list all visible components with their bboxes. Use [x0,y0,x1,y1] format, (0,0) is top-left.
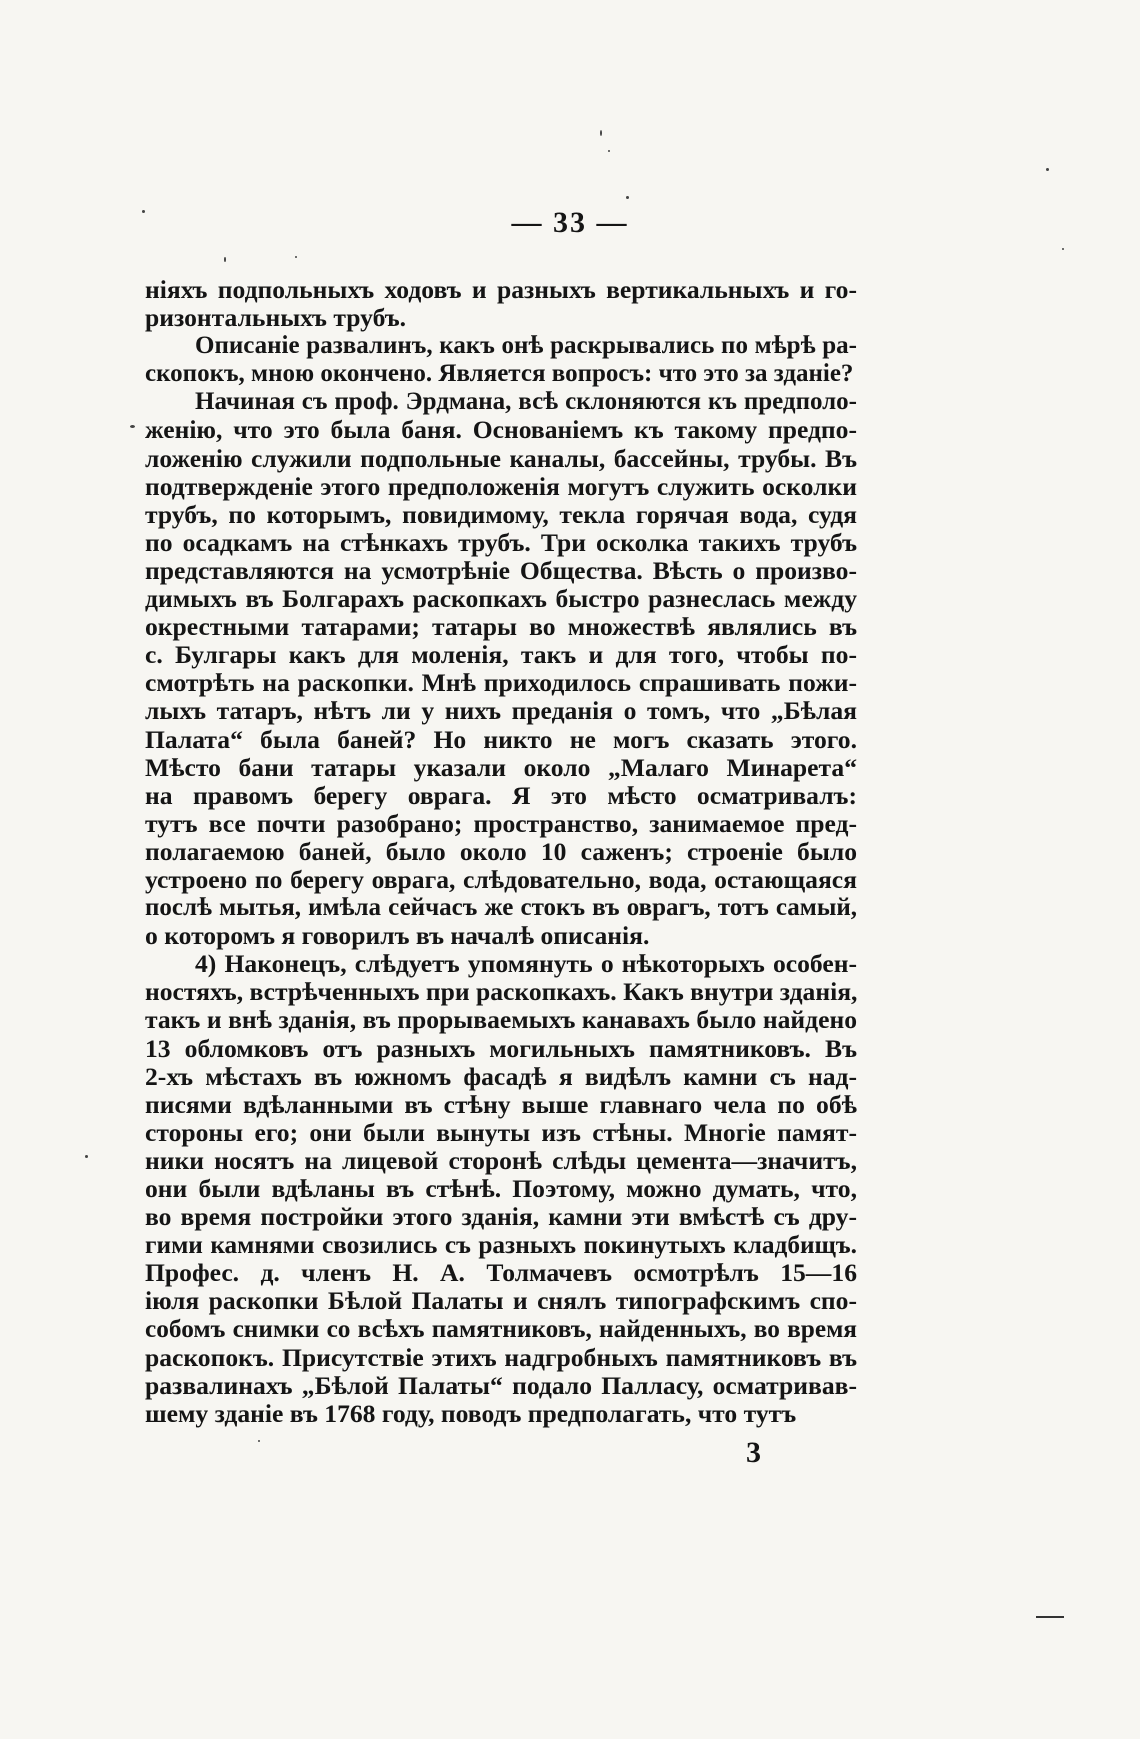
text-line: ложенію служили подпольные каналы, бассейны, трубы. Въ [145,443,857,473]
scan-speck [258,1440,260,1442]
text-line: с. Булгары какъ для моленія, такъ и для того, чтобы по- [145,640,857,670]
text-line: Палата“ была баней? Но никто не могъ сказать этого. [145,724,857,754]
scan-speck [1046,168,1049,171]
text-line: іюля раскопки Бѣлой Палаты и снялъ типографскимъ спо- [145,1286,857,1316]
text-line: трубъ, по которымъ, повидимому, текла горячая вода, судя [145,499,857,529]
text-line: скопокъ, мною окончено. Является вопросъ: что это за зданіе? [145,360,854,388]
scan-speck [295,256,297,258]
text-line: послѣ мытья, имѣла сейчасъ же стокъ въ оврагъ, тотъ самый, [145,894,857,922]
text-line: на правомъ берегу оврага. Я это мѣсто осматривалъ: [145,780,857,810]
scan-speck [130,425,135,428]
text-line: развалинахъ „Бѣлой Палаты“ подало Палласу, осматривав- [145,1370,857,1400]
text-line: представляются на усмотрѣніе Общества. Вѣсть о произво- [145,555,857,585]
scan-speck [224,257,226,262]
text-line: устроено по берегу оврага, слѣдовательно, вода, остающаяся [145,864,857,894]
text-line: 2-хъ мѣстахъ въ южномъ фасадѣ я видѣлъ камни съ над- [145,1061,857,1091]
text-line: стороны его; они были вынуты изъ стѣны. Многіе памят- [145,1117,857,1147]
text-line: во время постройки этого зданія, камни эти вмѣстѣ съ дру- [145,1202,857,1232]
scan-speck [85,1155,88,1158]
text-line: собомъ снимки со всѣхъ памятниковъ, найденныхъ, во время [145,1315,857,1344]
text-line: димыхъ въ Болгарахъ раскопкахъ быстро разнеслась между [145,584,857,614]
text-line: раскопокъ. Присутствіе этихъ надгробныхъ памятниковъ въ [145,1342,857,1372]
text-line: тутъ все почти разобрано; пространство, занимаемое пред- [145,808,857,838]
body-text [145,276,857,1428]
text-line: Профес. д. членъ Н. А. Толмачевъ осмотрѣлъ 15—16 [145,1258,857,1288]
text-line: полагаемою баней, было около 10 саженъ; строеніе было [145,836,857,866]
text-line: 13 обломковъ отъ разныхъ могильныхъ памятниковъ. Въ [145,1033,857,1063]
text-line: ризонтальныхъ трубъ. [145,303,407,333]
text-line: подтвержденіе этого предположенія могутъ служить осколки [145,471,857,501]
text-line: женію, что это была баня. Основаніемъ къ такому предпо- [145,415,857,445]
text-line: смотрѣть на раскопки. Мнѣ приходилось спрашивать пожи- [145,668,857,698]
scan-speck [626,196,629,199]
text-line: они были вдѣланы въ стѣнѣ. Поэтому, можно думать, что, [145,1174,857,1203]
scan-speck [608,150,610,152]
text-line: Описаніе развалинъ, какъ онѣ раскрывались по мѣрѣ ра- [195,332,857,360]
text-line: Мѣсто бани татары указали около „Малаго Минарета“ [145,752,857,782]
text-line: писями вдѣланными въ стѣну выше главнаго чела по обѣ [145,1089,857,1119]
text-line: ніяхъ подпольныхъ ходовъ и разныхъ вертикальныхъ и го- [145,275,857,304]
text-line: окрестными татарами; татары во множествѣ являлись въ [145,612,857,642]
text-line: ностяхъ, встрѣченныхъ при раскопкахъ. Какъ внутри зданія, [145,977,858,1007]
text-line: о которомъ я говорилъ въ началѣ описанія. [145,921,650,951]
page-number: — 33 — [511,206,629,239]
text-line: по осадкамъ на стѣнкахъ трубъ. Три осколка такихъ трубъ [145,527,857,557]
signature-mark: 3 [746,1436,761,1469]
scan-speck [600,130,602,136]
text-line: лыхъ татаръ, нѣтъ ли у нихъ преданія о томъ, что „Бѣлая [145,696,857,726]
text-line: такъ и внѣ зданія, въ прорываемыхъ канавахъ было найдено [145,1005,857,1035]
text-line: гими камнями свозились съ разныхъ покинутыхъ кладбищъ. [145,1231,857,1260]
edge-dash [1036,1616,1064,1618]
text-line: Начиная съ проф. Эрдмана, всѣ склоняются къ предполо- [195,388,857,416]
text-line: шему зданіе въ 1768 году, поводъ предполагать, что тутъ [145,1398,797,1428]
text-line: ники носятъ на лицевой сторонѣ слѣды цемента—значитъ, [145,1145,857,1175]
scan-speck [1062,248,1064,250]
text-line: 4) Наконецъ, слѣдуетъ упомянуть о нѣкоторыхъ особен- [195,949,857,979]
